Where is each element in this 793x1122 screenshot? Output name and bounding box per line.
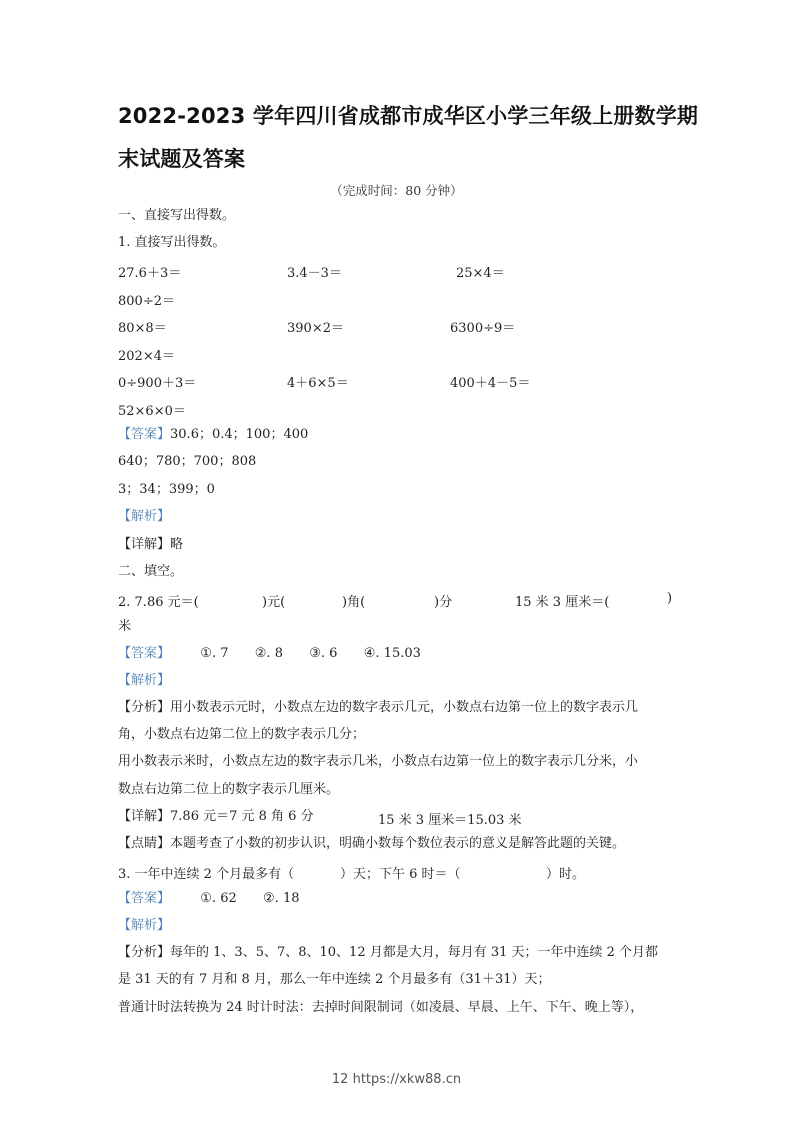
fenxi-text: 用小数表示米时，小数点左边的数字表示几米，小数点右边第一位上的数字表示几分米，小 bbox=[118, 754, 639, 769]
fenxi-text: 每年的 1、3、5、7、8、10、12 月都是大月，每月有 31 天；一年中连续 2 个月都 bbox=[170, 945, 659, 960]
document-title-line1: 2022-2023 学年四川省成都市成华区小学三年级上册数学期 bbox=[118, 104, 699, 128]
answer-tag: 【答案】 bbox=[118, 646, 171, 661]
q3-part: ）时。 bbox=[546, 867, 586, 882]
calc-item: 202×4＝ bbox=[118, 349, 175, 364]
q2-part: ) bbox=[667, 591, 673, 606]
q3-part: 3. 一年中连续 2 个月最多有（ bbox=[118, 867, 295, 882]
q3-part: ）天；下午 6 时＝（ bbox=[340, 867, 461, 882]
answer-item: ③. 6 bbox=[309, 646, 338, 661]
answer-tag: 【答案】 bbox=[118, 427, 171, 442]
answer-block-1 bbox=[118, 427, 308, 443]
fenxi-text: 数点右边第二位上的数字表示几厘米。 bbox=[118, 782, 340, 797]
q2-part: )元( bbox=[262, 595, 286, 610]
analysis-tag: 【解析】 bbox=[118, 509, 171, 524]
detail-text: 15 米 3 厘米＝15.03 米 bbox=[378, 813, 522, 828]
answer-item: ①. 7 bbox=[200, 646, 229, 661]
answer-tag: 【答案】 bbox=[118, 891, 171, 906]
document-title-line2: 末试题及答案 bbox=[118, 147, 246, 171]
answer-item: ④. 15.03 bbox=[363, 646, 421, 661]
detail-text: 略 bbox=[170, 537, 184, 552]
answer-block-2 bbox=[118, 646, 421, 662]
fenxi-tag: 【分析】 bbox=[118, 945, 171, 960]
question1-label: 1. 直接写出得数。 bbox=[118, 235, 226, 250]
completion-time: （完成时间：80 分钟） bbox=[330, 183, 463, 198]
calc-item: 52×6×0＝ bbox=[118, 404, 186, 419]
section2-heading: 二、填空。 bbox=[118, 564, 184, 579]
q2-part: )分 bbox=[434, 595, 453, 610]
fenxi-block-2 bbox=[118, 700, 638, 716]
fenxi-text: 普通计时法转换为 24 时计时法：去掉时间限制词（如凌晨、早晨、上午、下午、晚上等）， bbox=[118, 1000, 644, 1015]
fenxi-text: 用小数表示元时，小数点左边的数字表示几元，小数点右边第一位上的数字表示几 bbox=[170, 700, 639, 715]
answer-item: ②. 18 bbox=[263, 891, 300, 906]
detail-tag: 【详解】 bbox=[118, 537, 171, 552]
answer-block-3 bbox=[118, 891, 300, 907]
analysis-tag: 【解析】 bbox=[118, 673, 171, 688]
calc-item: 400＋4－5＝ bbox=[450, 376, 531, 391]
detail-block-2 bbox=[118, 809, 314, 825]
calc-item: 27.6＋3＝ bbox=[118, 266, 182, 281]
q2-part: )角( bbox=[342, 595, 366, 610]
q2-line2: 米 bbox=[118, 619, 132, 634]
calc-item: 3.4－3＝ bbox=[287, 266, 342, 281]
section1-heading: 一、直接写出得数。 bbox=[118, 208, 236, 223]
calc-item: 4＋6×5＝ bbox=[287, 376, 349, 391]
calc-item: 6300÷9＝ bbox=[450, 321, 516, 336]
answer-text: 30.6；0.4；100；400 bbox=[170, 427, 309, 442]
answer-text: 3；34；399；0 bbox=[118, 482, 215, 497]
calc-item: 390×2＝ bbox=[287, 321, 344, 336]
detail-text: 7.86 元＝7 元 8 角 6 分 bbox=[170, 809, 314, 824]
detail-block-1 bbox=[118, 537, 183, 553]
answer-item: ①. 62 bbox=[200, 891, 237, 906]
calc-item: 0÷900＋3＝ bbox=[118, 376, 197, 391]
page-footer: 12 https://xkw88.cn bbox=[331, 1072, 462, 1087]
calc-item: 800÷2＝ bbox=[118, 294, 175, 309]
dianjing-tag: 【点睛】 bbox=[118, 836, 171, 851]
fenxi-text: 是 31 天的有 7 月和 8 月，那么一年中连续 2 个月最多有（31＋31）天； bbox=[118, 972, 551, 987]
detail-tag: 【详解】 bbox=[118, 809, 171, 824]
dianjing-text: 本题考查了小数的初步认识，明确小数每个数位表示的意义是解答此题的关键。 bbox=[170, 836, 626, 851]
calc-item: 80×8＝ bbox=[118, 321, 167, 336]
q2-part: 15 米 3 厘米＝( bbox=[515, 595, 610, 610]
analysis-tag: 【解析】 bbox=[118, 918, 171, 933]
q2-part: 2. 7.86 元＝( bbox=[118, 595, 199, 610]
fenxi-block-3 bbox=[118, 945, 658, 961]
calc-item: 25×4＝ bbox=[456, 266, 505, 281]
dianjing-block bbox=[118, 836, 625, 852]
answer-text: 640；780；700；808 bbox=[118, 454, 257, 469]
fenxi-tag: 【分析】 bbox=[118, 700, 171, 715]
answer-item: ②. 8 bbox=[254, 646, 283, 661]
fenxi-text: 角，小数点右边第二位上的数字表示几分； bbox=[118, 727, 366, 742]
